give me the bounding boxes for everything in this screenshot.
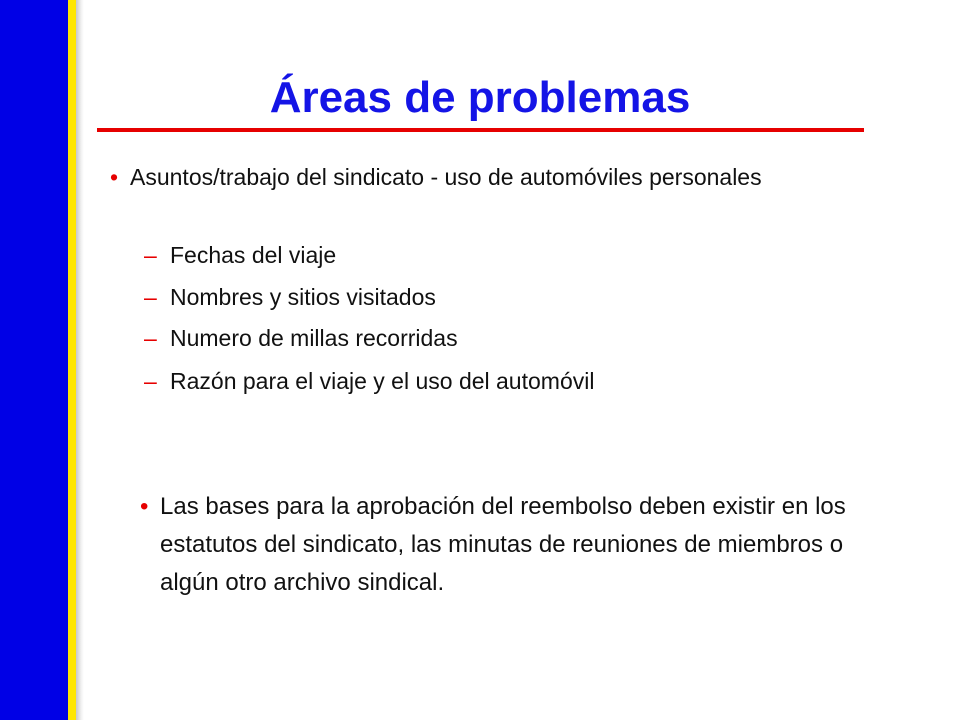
sub-item-3 xyxy=(144,321,458,355)
dash-icon: – xyxy=(144,325,157,351)
sidebar-shadow xyxy=(76,0,84,720)
sub-item-1 xyxy=(144,238,337,272)
sidebar-blue-band xyxy=(0,0,68,720)
dash-icon: – xyxy=(144,368,157,394)
dash-icon: – xyxy=(144,242,157,268)
sub-item-text: Fechas del viaje xyxy=(170,242,337,268)
sub-item-text: Nombres y sitios visitados xyxy=(170,284,436,310)
sub-item-4 xyxy=(144,364,595,398)
bullet-item-1 xyxy=(110,160,830,194)
bullet-item-2 xyxy=(140,488,880,602)
sub-item-2 xyxy=(144,280,436,314)
sub-item-text: Numero de millas recorridas xyxy=(170,325,458,351)
dash-icon: – xyxy=(144,284,157,310)
sub-item-text: Razón para el viaje y el uso del automóvil xyxy=(170,368,595,394)
bullet-text: Las bases para la aprobación del reembolso deben existir en los estatutos del sindicato, las minutas de reuniones de miembros o algún otro archivo sindical. xyxy=(160,493,846,596)
slide-title: Áreas de problemas xyxy=(269,73,691,122)
sidebar-yellow-stripe xyxy=(68,0,76,720)
bullet-dot-icon: • xyxy=(110,164,119,190)
title-underline xyxy=(97,128,864,132)
bullet-dot-icon: • xyxy=(140,493,149,520)
bullet-text: Asuntos/trabajo del sindicato - uso de automóviles personales xyxy=(130,164,762,190)
